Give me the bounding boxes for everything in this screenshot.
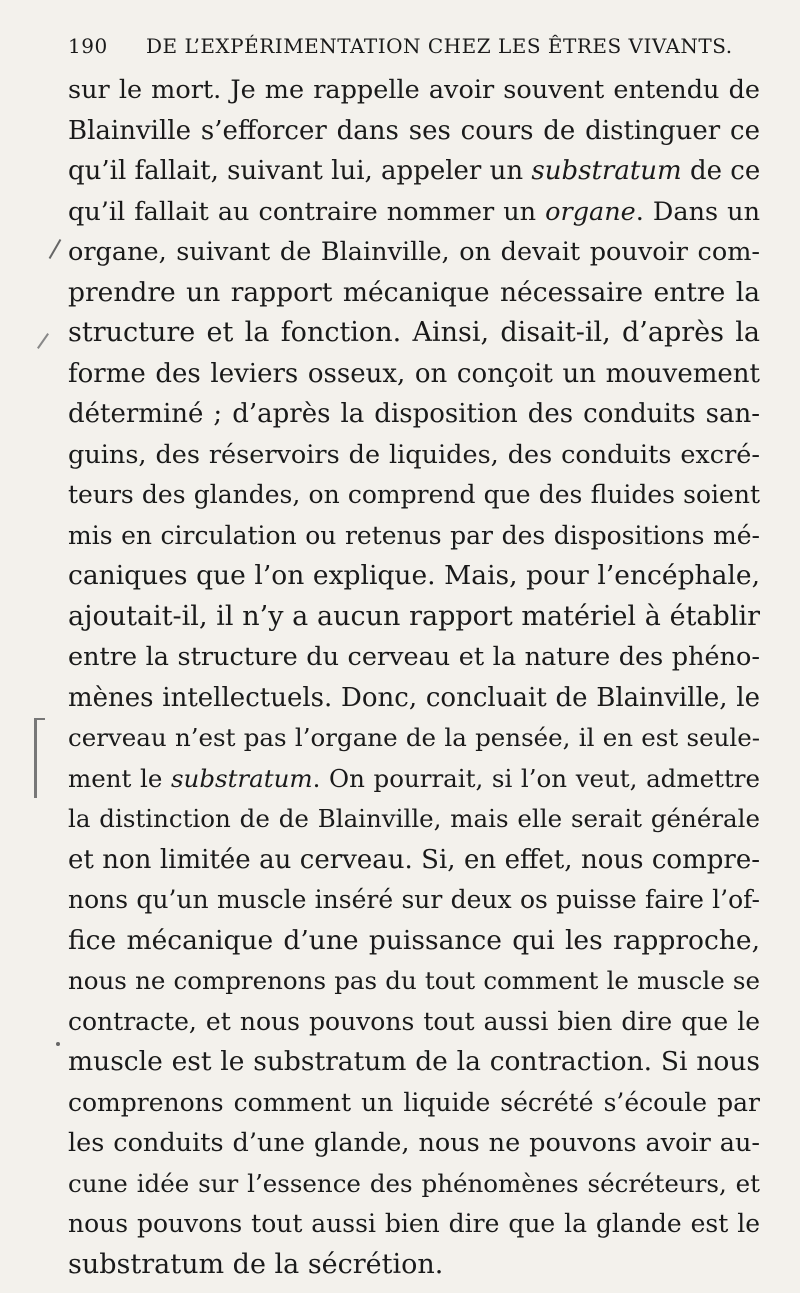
text-line: déterminé ; d’après la disposition des conduits san-	[68, 399, 760, 429]
margin-dot-mark	[56, 1042, 60, 1046]
body-text	[68, 70, 760, 1285]
page-number: 190	[68, 34, 108, 58]
text-line: cune idée sur l’essence des phénomènes sécréteurs, et	[68, 1168, 760, 1198]
text-line: cerveau n’est pas l’organe de la pensée, il en est seule-	[68, 723, 760, 752]
italic-term: substratum	[170, 763, 313, 793]
text-line: forme des leviers osseux, on conçoit un mouvement	[68, 358, 760, 389]
italic-term: organe	[545, 196, 636, 227]
text-line: sur le mort. Je me rappelle avoir souvent entendu de	[68, 75, 760, 105]
text-line: guins, des réservoirs de liquides, des conduits excré-	[68, 439, 760, 470]
text-line: qu’il fallait, suivant lui, appeler un substratum de ce	[68, 156, 760, 186]
text-line: organe, suivant de Blainville, on devait pouvoir com-	[68, 237, 760, 267]
text-line: teurs des glandes, on comprend que des fluides soient	[68, 480, 760, 509]
text-line: nous ne comprenons pas du tout comment le muscle se	[68, 966, 760, 995]
page-header	[68, 34, 768, 64]
text-line: qu’il fallait au contraire nommer un organe. Dans un	[68, 196, 760, 227]
text-line: nons qu’un muscle inséré sur deux os puisse faire l’of-	[68, 885, 760, 914]
text-line: comprenons comment un liquide sécrété s’écoule par	[68, 1087, 760, 1117]
text-line: structure et la fonction. Ainsi, disait-il, d’après la	[68, 317, 760, 348]
text-line: prendre un rapport mécanique nécessaire entre la	[68, 276, 760, 308]
text-line: Blainville s’efforcer dans ses cours de distinguer ce	[68, 115, 760, 146]
text-line: contracte, et nous pouvons tout aussi bien dire que le	[68, 1006, 760, 1036]
text-line: entre la structure du cerveau et la nature des phéno-	[68, 642, 760, 672]
text-line: mis en circulation ou retenus par des dispositions mé-	[68, 520, 760, 550]
text-line: ajoutait-il, il n’y a aucun rapport matériel à établir	[68, 600, 760, 632]
running-title: DE L’EXPÉRIMENTATION CHEZ LES ÊTRES VIVANTS.	[146, 34, 733, 58]
text-line: et non limitée au cerveau. Si, en effet, nous compre-	[68, 844, 760, 875]
text-line: ment le substratum. On pourrait, si l’on veut, admettre	[68, 763, 760, 793]
text-line: mènes intellectuels. Donc, concluait de Blainville, le	[68, 682, 760, 713]
text-line: caniques que l’on explique. Mais, pour l’encéphale,	[68, 560, 760, 591]
text-line: les conduits d’une glande, nous ne pouvons avoir au-	[68, 1128, 760, 1158]
text-line: substratum de la sécrétion.	[68, 1248, 444, 1280]
margin-pencil-mark	[49, 239, 62, 259]
margin-bracket-mark	[34, 718, 45, 798]
italic-term: substratum	[531, 156, 682, 186]
text-line: muscle est le substratum de la contraction. Si nous	[68, 1046, 760, 1077]
text-line: la distinction de de Blainville, mais elle serait générale	[68, 804, 760, 833]
text-line: nous pouvons tout aussi bien dire que la glande est le	[68, 1209, 760, 1238]
margin-pencil-mark	[37, 333, 49, 349]
text-line: fice mécanique d’une puissance qui les rapproche,	[68, 924, 760, 956]
